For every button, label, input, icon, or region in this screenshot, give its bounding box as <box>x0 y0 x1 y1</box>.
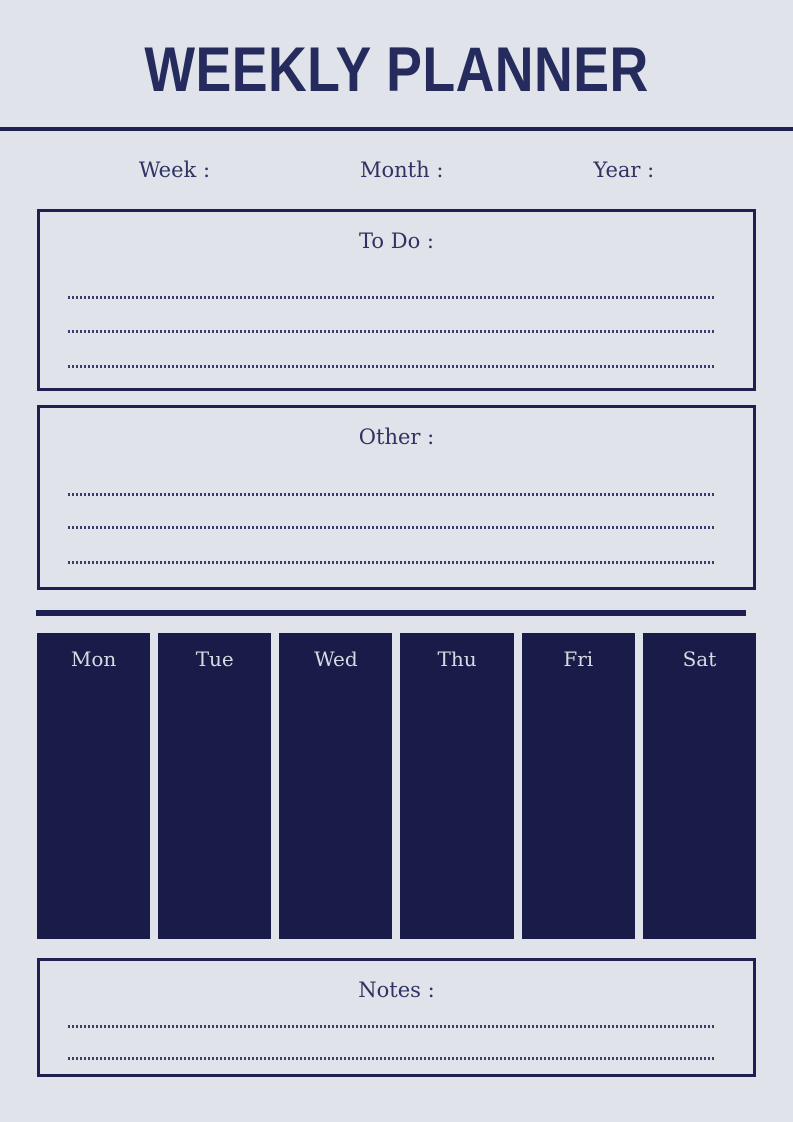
notes-section <box>37 958 756 1077</box>
writing-line <box>68 493 715 496</box>
writing-line <box>68 561 715 564</box>
day-label: Fri <box>563 647 594 671</box>
day-column-mon <box>37 633 150 939</box>
day-column-thu <box>400 633 513 939</box>
year-field-label: Year : <box>593 158 655 182</box>
day-label: Wed <box>314 647 358 671</box>
page-header <box>0 0 793 127</box>
notes-section-title: Notes : <box>358 978 435 1002</box>
day-label: Tue <box>195 647 234 671</box>
day-label: Thu <box>437 647 477 671</box>
day-column-sat <box>643 633 756 939</box>
days-grid <box>37 633 756 939</box>
month-field-label: Month : <box>360 158 444 182</box>
writing-line <box>68 1025 715 1028</box>
day-column-tue <box>158 633 271 939</box>
writing-line <box>68 1057 715 1060</box>
header-fields-row <box>0 131 793 209</box>
other-section-title: Other : <box>358 425 435 449</box>
writing-line <box>68 330 715 333</box>
writing-line <box>68 526 715 529</box>
writing-line <box>68 296 715 299</box>
day-column-wed <box>279 633 392 939</box>
writing-line <box>68 365 715 368</box>
todo-section <box>37 209 756 391</box>
day-label: Mon <box>70 647 117 671</box>
todo-section-title: To Do : <box>359 229 434 253</box>
week-field-label: Week : <box>138 158 211 182</box>
page-title-text: WEEKLY PLANNER <box>144 33 649 104</box>
other-section <box>37 405 756 590</box>
page-title <box>110 24 683 104</box>
section-divider <box>36 610 746 616</box>
day-label: Sat <box>682 647 717 671</box>
day-column-fri <box>522 633 635 939</box>
